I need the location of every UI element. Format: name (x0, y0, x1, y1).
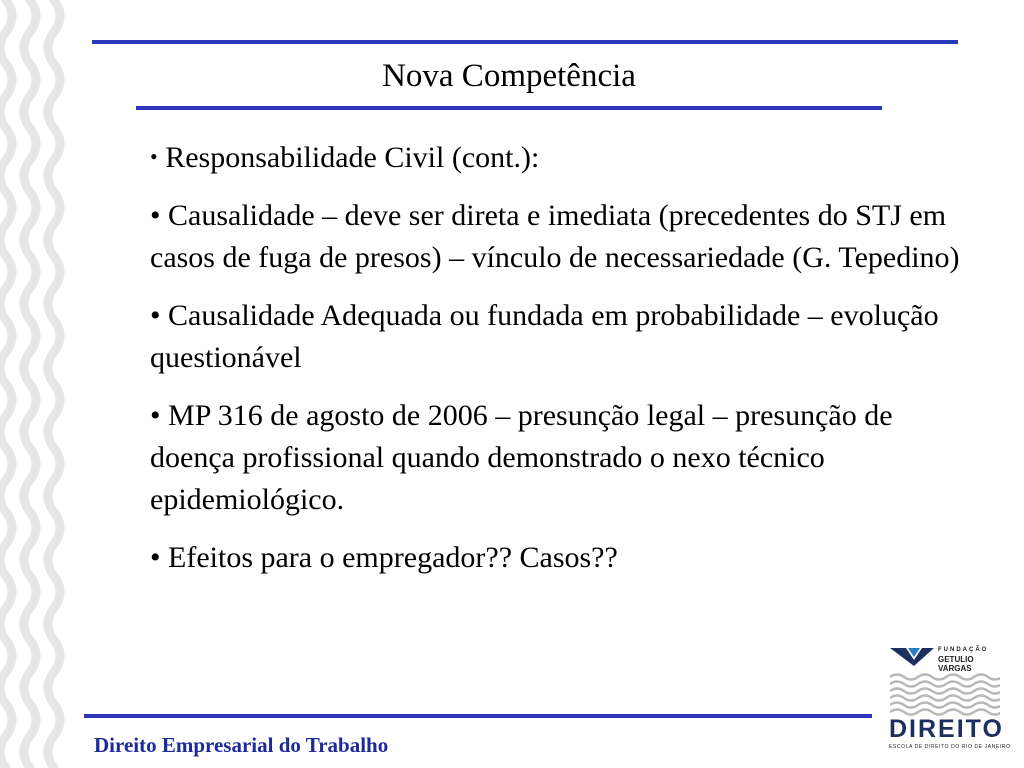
slide-title: Nova Competência (382, 58, 636, 94)
logo-fundacao-text: FUNDAÇÃO (938, 647, 989, 653)
logo-getulio-vargas-text: GETULIO VARGAS (938, 655, 974, 673)
bullet-item (150, 136, 970, 179)
footer-text: Direito Empresarial do Trabalho (94, 733, 389, 757)
bullet-text: Causalidade Adequada ou fundada em probabilidade – evolução questionável (150, 299, 939, 374)
title-divider (136, 106, 882, 110)
logo-direito-text: DIREITO (889, 715, 1004, 743)
bullet-item (150, 537, 970, 579)
bullet-marker: • (150, 541, 161, 574)
bullet-item (150, 195, 970, 279)
bullet-marker: • (150, 144, 158, 169)
bullet-list (150, 136, 970, 595)
bullet-marker: • (150, 199, 161, 232)
bullet-text: Causalidade – deve ser direta e imediata (precedentes do STJ em casos de fuga de presos) – vínculo de necessariedade (G. Tepedino) (150, 199, 960, 274)
fgv-mark-icon (890, 648, 934, 666)
bullet-text: Responsabilidade Civil (cont.): (165, 141, 540, 174)
bullet-marker: • (150, 399, 161, 432)
footer-divider (84, 714, 872, 718)
logo-waves-icon (890, 672, 1000, 716)
bullet-text: MP 316 de agosto de 2006 – presunção legal – presunção de doença profissional quando demonstrado o nexo técnico epidemiológico. (150, 399, 893, 516)
decorative-wave-strip (0, 0, 80, 768)
fgv-direito-logo (886, 646, 1011, 754)
top-divider (92, 40, 958, 44)
bullet-item (150, 395, 970, 521)
bullet-text: Efeitos para o empregador?? Casos?? (168, 541, 618, 574)
logo-escola-text: ESCOLA DE DIREITO DO RIO DE JANEIRO (889, 744, 1011, 750)
bullet-marker: • (150, 299, 161, 332)
bullet-item (150, 295, 970, 379)
